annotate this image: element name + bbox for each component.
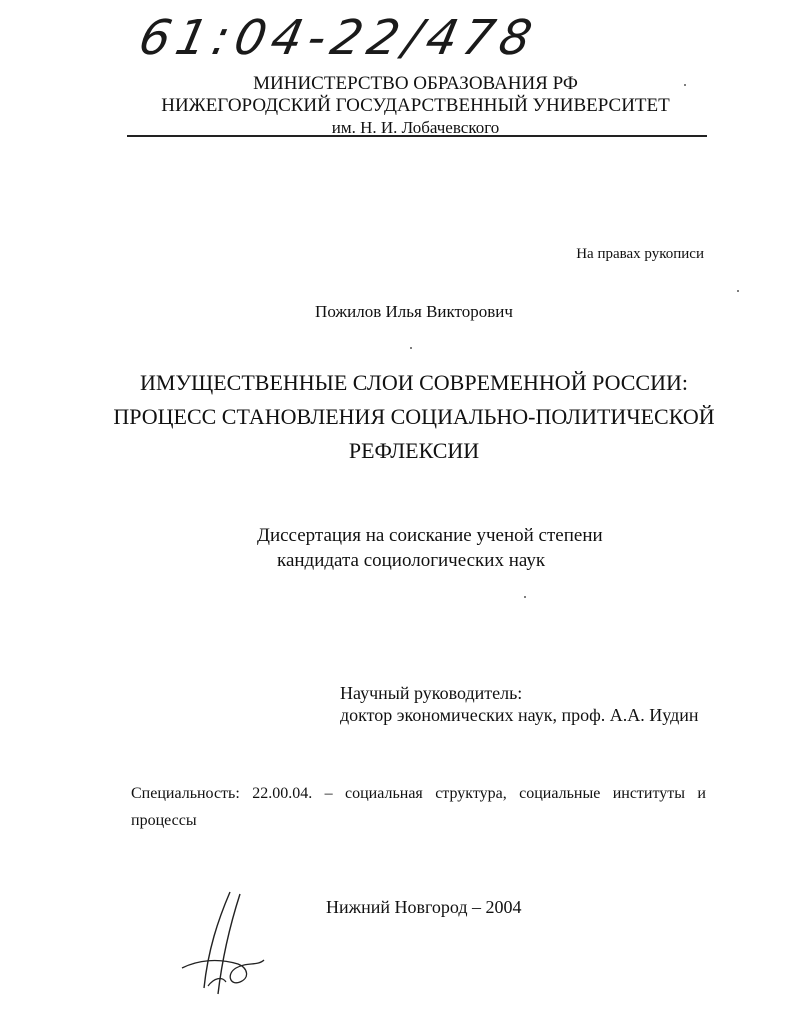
specialty-word: Специальность:	[131, 785, 240, 802]
supervisor-name: доктор экономических наук, проф. А.А. Иудин	[340, 705, 699, 725]
specialty-line-2: процессы	[131, 812, 197, 829]
title-line: ИМУЩЕСТВЕННЫЕ СЛОИ СОВРЕМЕННОЙ РОССИИ:	[140, 370, 688, 395]
scan-speck	[737, 290, 739, 292]
handwritten-signature	[178, 890, 268, 1000]
scan-speck	[410, 347, 412, 349]
specialty-word: социальные	[519, 785, 601, 802]
city-and-year: Нижний Новгород – 2004	[326, 897, 522, 917]
specialty-word: –	[324, 785, 333, 802]
degree-line: кандидата социологических наук	[277, 550, 546, 571]
supervisor-label: Научный руководитель:	[340, 683, 523, 703]
degree-statement	[257, 523, 603, 573]
specialty-word: институты	[612, 785, 686, 802]
specialty-word: социальная	[345, 785, 423, 802]
title-line: ПРОЦЕСС СТАНОВЛЕНИЯ СОЦИАЛЬНО-ПОЛИТИЧЕСКОЙ	[113, 404, 715, 429]
specialty-line	[131, 780, 706, 807]
handwritten-archive-number: 61:04-22/478	[134, 10, 543, 66]
specialty-word: 22.00.04.	[252, 785, 313, 802]
degree-line: Диссертация на соискание ученой степени	[257, 525, 603, 546]
header-divider	[127, 135, 707, 137]
dissertation-title	[0, 366, 791, 468]
specialty-block	[131, 780, 706, 834]
ministry-heading: МИНИСТЕРСТВО ОБРАЗОВАНИЯ РФ	[253, 73, 578, 94]
title-line: РЕФЛЕКСИИ	[348, 438, 480, 463]
manuscript-rights-note: На правах рукописи	[576, 246, 704, 262]
scan-speck	[524, 596, 526, 598]
university-heading: НИЖЕГОРОДСКИЙ ГОСУДАРСТВЕННЫЙ УНИВЕРСИТЕТ	[161, 95, 670, 116]
specialty-word: структура,	[435, 785, 507, 802]
scan-speck	[684, 84, 686, 86]
scientific-supervisor	[340, 682, 699, 726]
specialty-word: и	[697, 785, 706, 802]
author-name: Пожилов Илья Викторович	[315, 302, 513, 321]
university-named-after: им. Н. И. Лобачевского	[331, 118, 500, 137]
